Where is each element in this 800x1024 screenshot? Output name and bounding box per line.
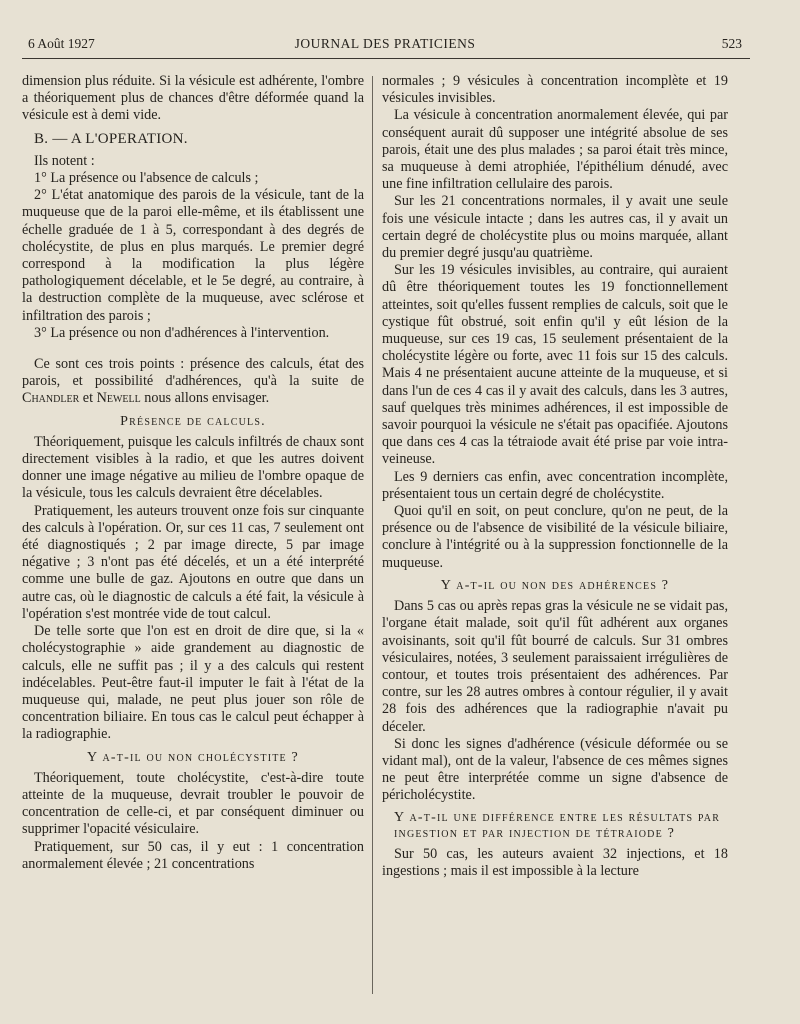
column-divider [372,76,373,994]
paragraph: Ils notent : [34,152,95,169]
paragraph: Si donc les signes d'adhérence (vésicule déformée ou se vidant mal), ont de la valeur, l'absence de ces mêmes signes ne peut être interprétée comme un signe d'absence de péricholécystite. [382,735,728,804]
header-date: 6 Août 1927 [28,36,95,51]
section-heading: B. — A L'OPERATION. [34,130,188,147]
header-rule [22,58,750,59]
paragraph: Théoriquement, toute cholécystite, c'est-à-dire toute atteinte de la muqueuse, devrait troubler le pouvoir de concentration de celle-ci, et par conséquent diminuer ou supprimer l'opacité vésiculaire. [22,769,364,838]
subsection-heading: Y a-t-il une différence entre les résultats par ingestion et par injection de tétraiode ? [394,809,721,841]
text-span: nous allons envisager. [144,390,270,407]
right-column [382,73,728,880]
paragraph [22,356,364,408]
header-page-number: 523 [721,36,742,51]
list-item: 1° La présence ou l'absence de calculs ; [34,170,259,187]
header-journal-title: JOURNAL DES PRATICIENS [294,36,476,51]
subsection-heading: Y a-t-il ou non cholécystite ? [87,749,299,765]
subsection-heading: Y a-t-il ou non des adhérences ? [440,577,670,593]
paragraph: Pratiquement, les auteurs trouvent onze fois sur cinquante des calculs à l'opération. Or, sur ces 11 cas, 7 seulement ont été diagnostiqués ; 2 par image directe, 5 par image négative ; 3 n'ont pas été décelés, et un a été interprété comme une bulle de gaz. Ajoutons en outre que dans un autre cas, où le diagnostic de calculs a été fait, la vésicule à l'opération s'est montrée vide de tout calcul. [22,502,364,622]
paragraph: normales ; 9 vésicules à concentration incomplète et 19 vésicules invisibles. [382,73,728,107]
paragraph: Théoriquement, puisque les calculs infiltrés de chaux sont directement visibles à la radio, et que les autres doivent donner une image négative au milieu de l'ombre opaque de la vésicule, tous les calculs devraient être décelables. [22,433,364,502]
author-name: Newell [96,390,141,407]
paragraph: Sur les 19 vésicules invisibles, au contraire, qui auraient dû être théoriquement toutes les 19 fonctionnellement atteintes, soit qu'elles fussent remplies de calculs, soit que le cystique fût obstrué, soit enfin qu'il y eût lésion de la muqueuse, sur ces 19 cas, 15 seulement présentaient de la cholécystite légère ou forte, avec 11 fois sur 15 des calculs. Mais 4 ne présentaient aucune atteinte de la muqueuse, et si dans l'un de ces 4 cas il y avait des calculs, dans les 3 autres, sauf quelques très minimes adhérences, il est impossible de savoir pourquoi la vésicule ne s'était pas opacifiée. Ajoutons que dans ces 4 cas la tétraiode avait été prise par voie intra-veineuse. [382,262,728,468]
text-span: Ce sont ces trois points : présence des calculs, état des parois, et possibilité d'adhérences, qu'à la suite de [22,356,364,390]
list-item: 3° La présence ou non d'adhérences à l'intervention. [34,324,330,341]
list-item: 2° L'état anatomique des parois de la vésicule, tant de la muqueuse que de la paroi elle-même, et ils établissent une échelle graduée de 1 à 5, correspondant à des degrés de cholécystite, de plus en plus marqués. Le premier degré correspond à la modification la plus légère pathologiquement décelable, et le 5e degré, au contraire, à la destruction complète de la muqueuse, avec sclérose et infiltration des parois ; [22,187,364,324]
paragraph: Dans 5 cas ou après repas gras la vésicule ne se vidait pas, l'organe était malade, soit qu'il fût adhérent aux organes avoisinants, soit qu'il fût bourré de calculs. Sur 31 ombres vésiculaires, notées, 3 seulement paraissaient irrégulières de contour, et toutes trois présentaient des adhérences. Par contre, sur les 28 autres ombres à contour régulier, il y avait 28 fois des adhérences que la radiographie n'avait pu déceler. [382,598,728,735]
paragraph: dimension plus réduite. Si la vésicule est adhérente, l'ombre a théoriquement plus de chances d'être déformée quand la vésicule est à demi vide. [22,73,364,124]
paragraph: De telle sorte que l'on est en droit de dire que, si la « cholécystographie » aide grandement au diagnostic de calculs, elle ne suffit pas ; il y a des calculs qui restent indécelables. Peut-être faut-il imputer le fait à l'état de la muqueuse qui, malade, ne peut plus jouer son rôle de concentration biliaire. En tous cas le calcul peut échapper à la radiographie. [22,623,364,743]
author-name: Chandler [22,390,80,407]
paragraph: Sur 50 cas, les auteurs avaient 32 injections, et 18 ingestions ; mais il est impossible à la lecture [382,845,728,879]
paragraph: Les 9 derniers cas enfin, avec concentration incomplète, présentaient tous un certain degré de cholécystite. [382,468,728,502]
paragraph: Pratiquement, sur 50 cas, il y eut : 1 concentration anormalement élevée ; 21 concentrations [22,838,364,872]
text-span: et [82,390,94,407]
paragraph: Quoi qu'il en soit, on peut conclure, qu'on ne peut, de la présence ou de l'absence de visibilité de la vésicule biliaire, conclure à l'intégrité ou à la suppression fonctionnelle de la muqueuse. [382,503,728,571]
running-header [28,36,742,56]
left-column [22,73,364,873]
paragraph: Sur les 21 concentrations normales, il y avait une seule fois une vésicule intacte ; dans les autres cas, il y avait un certain degré de cholécystite plus ou moins marquée, allant du premier degré jusqu'au quatrième. [382,193,728,262]
subsection-heading: Présence de calculs. [120,413,266,429]
paragraph: La vésicule à concentration anormalement élevée, qui par conséquent aurait dû supposer une intégrité absolue de ses parois, était une des plus malades ; sa paroi était très mince, sa muqueuse à demi atrophiée, l'épithélium dénudé, avec une fine infiltration cellulaire des parois. [382,107,728,193]
